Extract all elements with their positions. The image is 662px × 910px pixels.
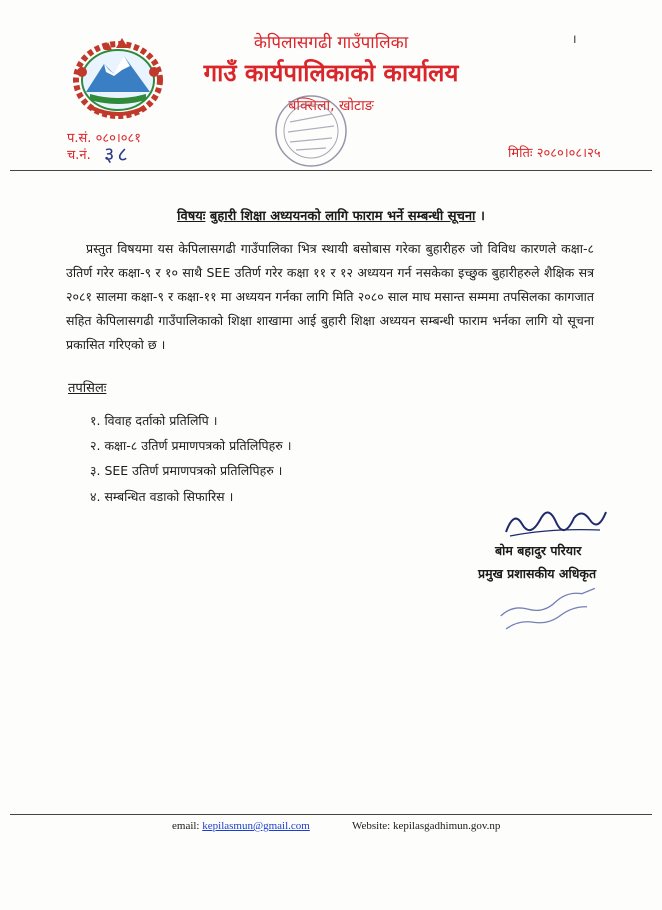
email-link[interactable]: kepilasmun@gmail.com — [202, 820, 310, 832]
annex-title: तपसिलः — [68, 381, 107, 396]
footer-email — [172, 820, 310, 832]
annex-item: १. विवाह दर्ताको प्रतिलिपि । — [90, 413, 218, 428]
date-label: मितिः — [508, 146, 533, 161]
date-value: २०८०।०८।२५ — [536, 146, 601, 161]
handwritten-signature — [500, 498, 610, 542]
footer-website — [352, 820, 500, 832]
ps-label: प.सं. — [67, 131, 92, 146]
office-title: गाउँ कार्यपालिकाको कार्यालय — [203, 59, 459, 87]
notice-body — [66, 237, 594, 357]
office-stamp — [272, 92, 350, 170]
header-divider — [10, 170, 652, 171]
subject-text: बुहारी शिक्षा अध्ययनको लागि फाराम भर्ने सम्बन्धी सूचना — [209, 209, 476, 224]
signatory-name: बोम बहादुर परियार — [495, 543, 582, 558]
subject-prefix: विषयः — [177, 209, 206, 224]
annex-item: ३. SEE उतिर्ण प्रमाणपत्रको प्रतिलिपिहरु । — [90, 463, 283, 478]
notice-body-text: प्रस्तुत विषयमा यस केपिलासगढी गाउँपालिका भित्र स्थायी बसोबास गरेका बुहारीहरु जो विविध कारणले कक्षा-८ उतिर्ण गरेर कक्षा-९ र १० साथै SEE उतिर्ण गरेर कक्षा ११ र १२ अध्ययन गर्न नसकेका इच्छुक बुहारीहरुले शैक्षिक सत्र २०८१ सालमा कक्षा-९ र कक्षा-११ मा अध्ययन गर्नका लागि मिति २०८० साल माघ मसान्त सम्ममा तपसिलका कागजात सहित केपिलासगढी गाउँपालिकाको शिक्षा शाखामा आई बुहारी शिक्षा अध्ययन सम्बन्धी फाराम भर्नका लागि यो सूचना प्रकासित गरिएको छ । — [66, 241, 594, 352]
website-label: Website: — [352, 820, 391, 832]
email-label: email: — [172, 820, 200, 832]
corner-mark: । — [572, 32, 577, 46]
annex-item: ४. सम्बन्धित वडाको सिफारिस । — [90, 489, 234, 504]
municipality-name: केपिलासगढी गाउँपालिका — [253, 33, 409, 53]
dispatch-number-label: च.नं. — [67, 148, 91, 163]
ps-value: ०८०।०८१ — [95, 131, 142, 146]
signatory-name-stamp — [494, 582, 604, 632]
subject-line — [0, 206, 662, 224]
letter-date — [508, 143, 601, 161]
signatory-title: प्रमुख प्रशासकीय अधिकृत — [478, 566, 597, 581]
dispatch-number-value: ३८ — [104, 142, 131, 166]
footer-divider — [10, 814, 652, 815]
subject-suffix: । — [479, 209, 485, 224]
website-value: kepilasgadhimun.gov.np — [392, 820, 501, 832]
office-location: बक्सिला, खोटाङ — [288, 98, 374, 114]
annex-item: २. कक्षा-८ उतिर्ण प्रमाणपत्रको प्रतिलिपिहरु । — [90, 438, 292, 453]
